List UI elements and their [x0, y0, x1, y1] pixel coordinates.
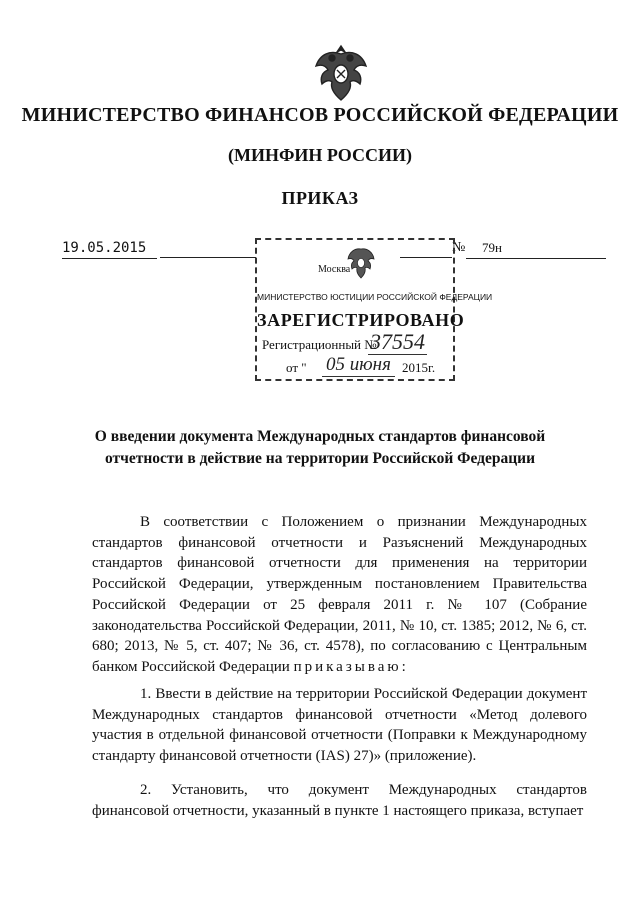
preamble-text: В соответствии с Положением о признании Международных стандартов финансовой отчетности и Разъяснений Международных стандартов финансовой отчетности для применения на территории Российской Федерации, утвержденным постановлением Правительства Российской Федерации от 25 февраля 2011 г. № 107 (Собрание законодательства Российской Федерации, 2011, № 10, ст. 1385; 2012, № 6, ст. 680; 2013, № 5, ст. 407; № 36, ст. 4578), по согласованию с Центральным банком Российской Федерации — [92, 514, 587, 675]
order-number-field — [466, 238, 606, 259]
paragraph-item-2: 2. Установить, что документ Международных стандартов финансовой отчетности, указанный в пункте 1 настоящего приказа, вступает — [92, 782, 587, 819]
paragraph-item-1: 1. Ввести в действие на территории Российской Федерации документ Международных стандартов финансовой отчетности «Метод долевого участия в отдельной финансовой отчетности (Поправки к Международному стандарту финансовой отчетности (IAS) 27)» (приложение). — [92, 686, 587, 765]
stamp-date-handwritten: 05 июня — [322, 354, 395, 377]
ministry-title: МИНИСТЕРСТВО ФИНАНСОВ РОССИЙСКОЙ ФЕДЕРАЦИИ — [21, 104, 619, 126]
preamble-order-word: приказываю: — [293, 658, 409, 675]
order-subject: О введении документа Международных стандартов финансовой отчетности в действие на территории Российской Федерации — [94, 428, 546, 467]
order-date: 19.05.2015 — [62, 238, 157, 259]
coat-of-arms-emblem — [310, 40, 372, 106]
order-number: 79н — [482, 240, 502, 255]
date-underline — [160, 257, 256, 258]
ministry-short-name: (МИНФИН РОССИИ) — [227, 145, 413, 165]
stamp-eagle-icon — [346, 246, 376, 280]
stamp-status: ЗАРЕГИСТРИРОВАНО — [257, 310, 465, 330]
paragraph-preamble — [92, 512, 587, 678]
stamp-reg-number: 37554 — [370, 329, 425, 354]
stamp-reg-label: Регистрационный № — [262, 337, 377, 352]
stamp-date-prefix: от " — [286, 360, 307, 375]
stamp-city: Москва — [318, 264, 351, 275]
stamp-ministry: МИНИСТЕРСТВО ЮСТИЦИИ РОССИЙСКОЙ ФЕДЕРАЦИИ — [257, 292, 493, 302]
stamp-year: 2015г. — [402, 360, 436, 375]
document-type: ПРИКАЗ — [281, 188, 359, 208]
order-number-label: № — [452, 240, 466, 255]
